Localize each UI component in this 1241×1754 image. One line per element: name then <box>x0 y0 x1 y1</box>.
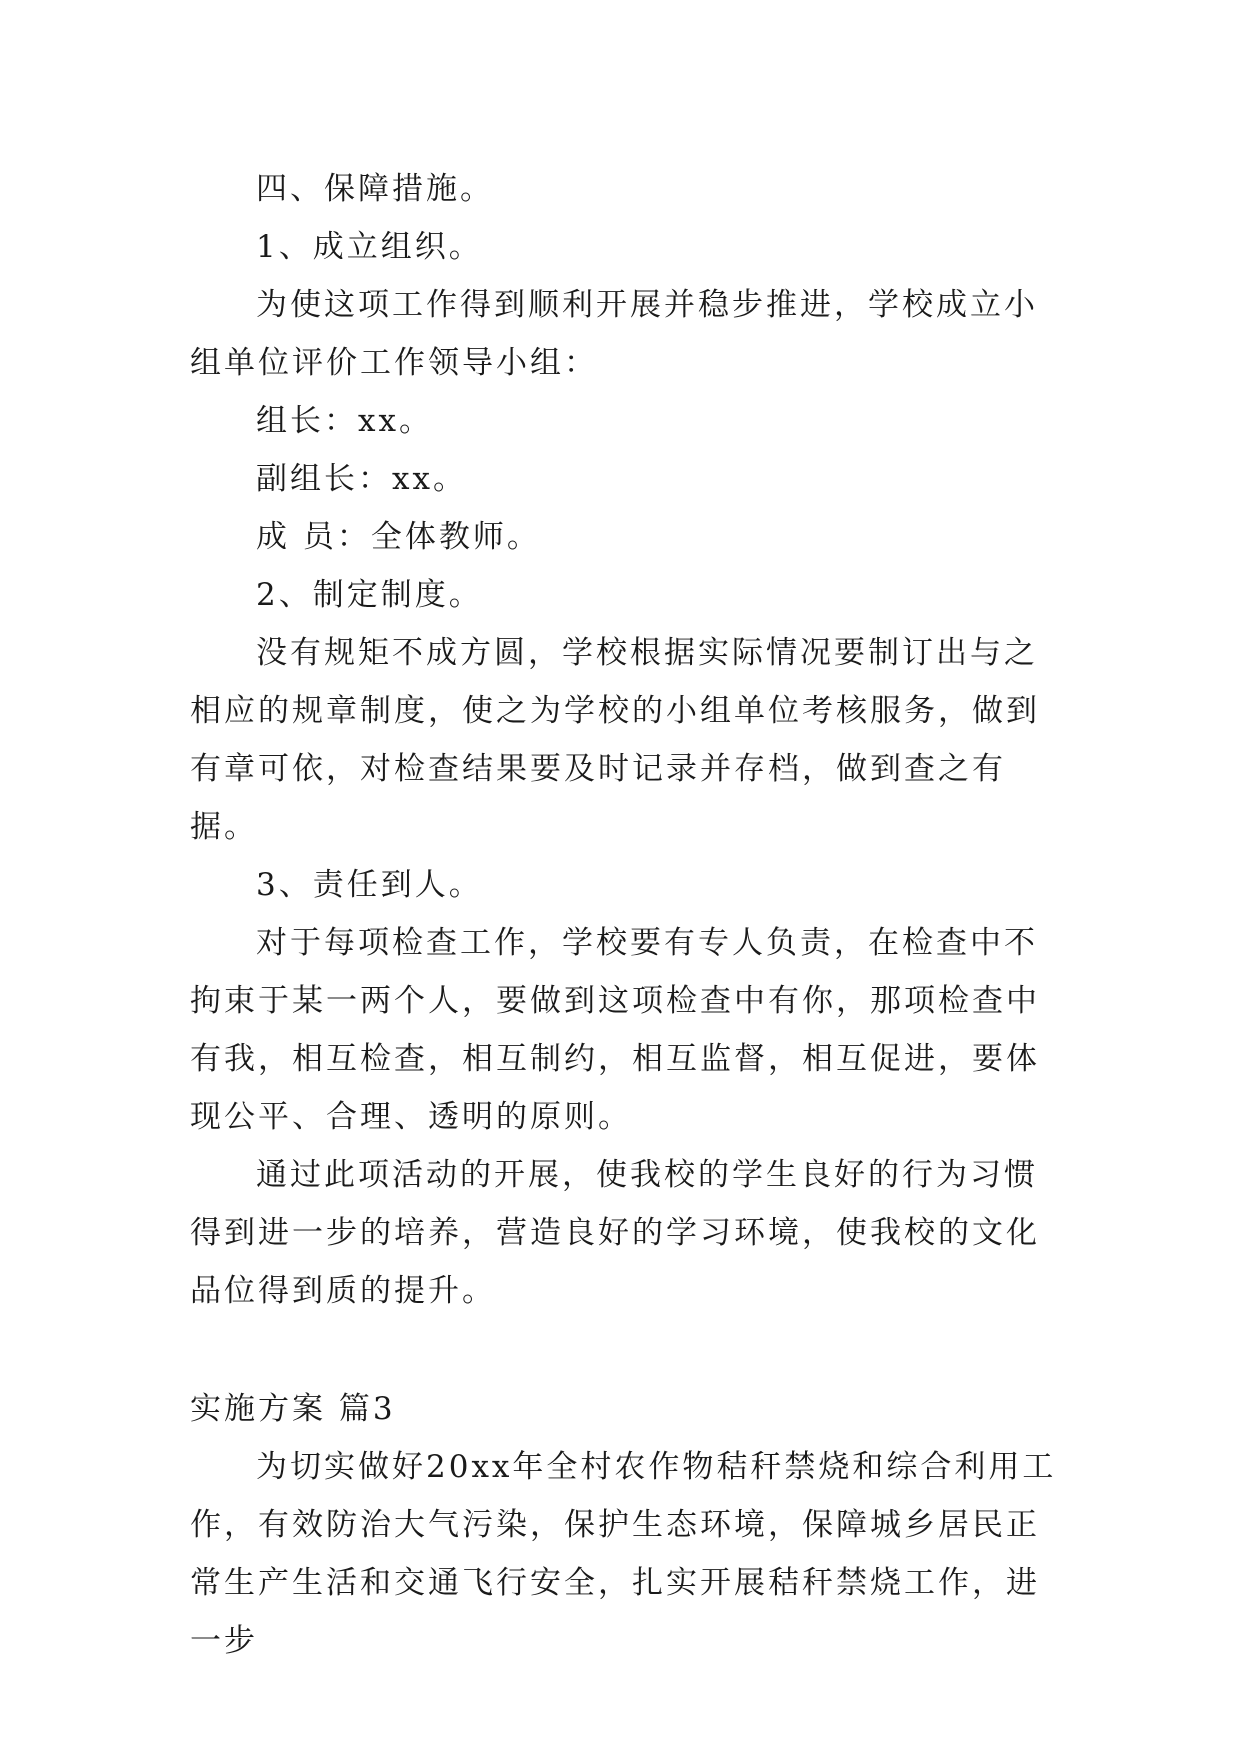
document-body <box>190 160 1070 1670</box>
deputy-group-leader: 副组长：xx。 <box>256 461 467 497</box>
group-leader: 组长：xx。 <box>256 403 433 439</box>
paragraph-conclusion: 通过此项活动的开展，使我校的学生良好的行为习惯得到进一步的培养，营造良好的学习环境，使我校的文化品位得到质的提升。 <box>190 1157 1040 1309</box>
paragraph-organization: 为使这项工作得到顺利开展并稳步推进，学校成立小组单位评价工作领导小组： <box>190 287 1038 381</box>
item-establish-organization: 1、成立组织。 <box>256 229 483 265</box>
item-responsibility: 3、责任到人。 <box>256 867 483 903</box>
section-title: 实施方案 篇3 <box>190 1391 396 1427</box>
paragraph-responsibility: 对于每项检查工作，学校要有专人负责，在检查中不拘束于某一两个人，要做到这项检查中有你，那项检查中有我，相互检查，相互制约，相互监督，相互促进，要体现公平、合理、透明的原则。 <box>190 925 1040 1135</box>
paragraph-rules: 没有规矩不成方圆，学校根据实际情况要制订出与之相应的规章制度，使之为学校的小组单位考核服务，做到有章可依，对检查结果要及时记录并存档，做到查之有据。 <box>190 635 1040 845</box>
group-members: 成 员：全体教师。 <box>256 519 541 555</box>
section-paragraph: 为切实做好20xx年全村农作物秸秆禁烧和综合利用工作，有效防治大气污染，保护生态环境，保障城乡居民正常生产生活和交通飞行安全，扎实开展秸秆禁烧工作，进一步 <box>190 1449 1057 1659</box>
heading-safeguards: 四、保障措施。 <box>256 171 494 207</box>
item-formulate-rules: 2、制定制度。 <box>256 577 483 613</box>
